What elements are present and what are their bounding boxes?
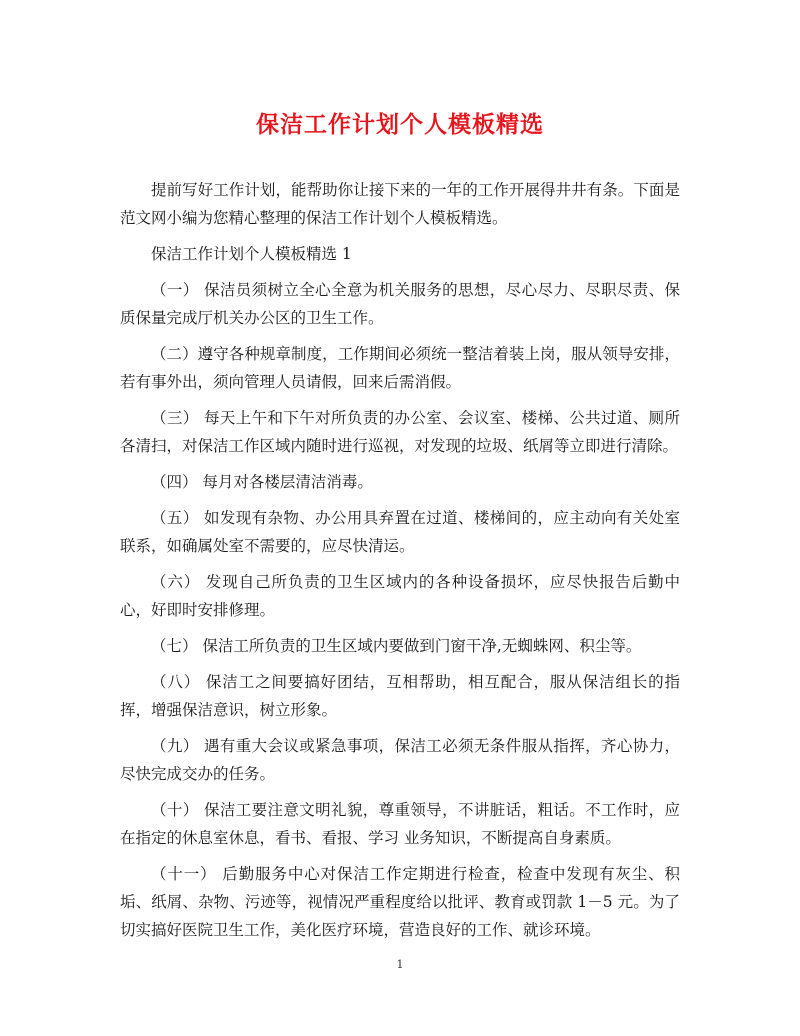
paragraph-item-9: （九） 遇有重大会议或紧急事项，保洁工必须无条件服从指挥，齐心协力，尽快完成交办的任务。 xyxy=(120,737,680,783)
paragraph-item-8: （八） 保洁工之间要搞好团结，互相帮助，相互配合，服从保洁组长的指挥，增强保洁意识，树立形象。 xyxy=(120,673,680,719)
document-body xyxy=(120,176,680,952)
paragraph-item-4: （四） 每月对各楼层清洁消毒。 xyxy=(151,473,373,491)
paragraph-item-1: （一） 保洁员须树立全心全意为机关服务的思想，尽心尽力、尽职尽责、保质保量完成厅机关办公区的卫生工作。 xyxy=(120,281,680,327)
section-heading: 保洁工作计划个人模板精选 1 xyxy=(151,245,352,263)
paragraph-item-6: （六） 发现自己所负责的卫生区域内的各种设备损坏，应尽快报告后勤中心，好即时安排修理。 xyxy=(120,573,680,619)
paragraph-item-2: （二）遵守各种规章制度，工作期间必须统一整洁着装上岗，服从领导安排，若有事外出，须向管理人员请假，回来后需消假。 xyxy=(120,345,680,391)
paragraph-intro: 提前写好工作计划，能帮助你让接下来的一年的工作开展得井井有条。下面是范文网小编为您精心整理的保洁工作计划个人模板精选。 xyxy=(120,181,680,227)
document-title: 保洁工作计划个人模板精选 xyxy=(256,112,544,138)
paragraph-item-3: （三） 每天上午和下午对所负责的办公室、会议室、楼梯、公共过道、厕所各清扫，对保洁工作区域内随时进行巡视，对发现的垃圾、纸屑等立即进行清除。 xyxy=(120,409,680,455)
paragraph-item-10: （十） 保洁工要注意文明礼貌，尊重领导，不讲脏话，粗话。不工作时，应在指定的休息室休息，看书、看报、学习 业务知识，不断提高自身素质。 xyxy=(120,801,680,847)
page-number: 1 xyxy=(396,958,404,971)
paragraph-item-7: （七） 保洁工所负责的卫生区域内要做到门窗干净,无蜘蛛网、积尘等。 xyxy=(151,637,642,655)
paragraph-item-11: （十一） 后勤服务中心对保洁工作定期进行检查，检查中发现有灰尘、积垢、纸屑、杂物、污迹等，视情况严重程度给以批评、教育或罚款 1－5 元。为了切实搞好医院卫生工作，美化医疗环境，营造良好的工作、就诊环境。 xyxy=(120,865,680,939)
paragraph-item-5: （五） 如发现有杂物、办公用具弃置在过道、楼梯间的，应主动向有关处室联系，如确属处室不需要的，应尽快清运。 xyxy=(120,509,680,555)
